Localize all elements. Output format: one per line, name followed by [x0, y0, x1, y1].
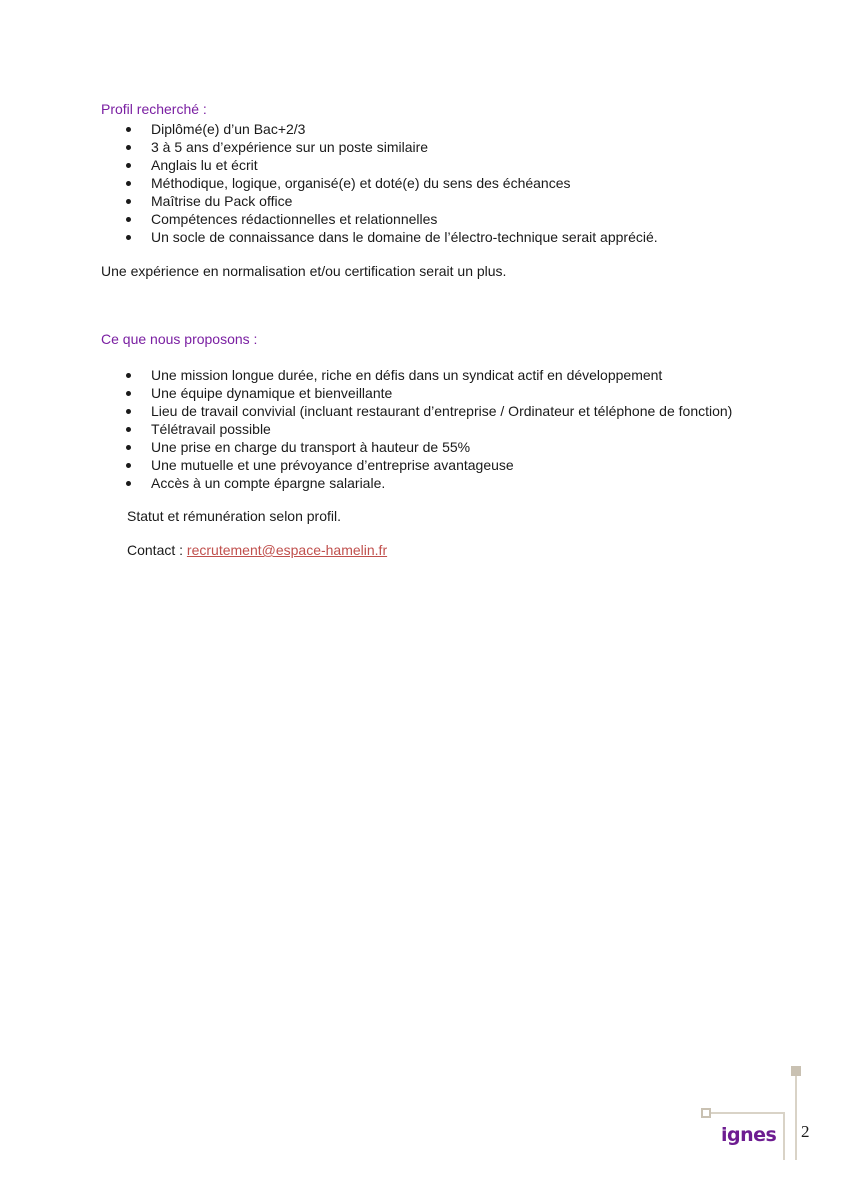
ignes-logo: ignes	[721, 1124, 777, 1146]
list-item: Lieu de travail convivial (incluant restaurant d’entreprise / Ordinateur et téléphone de fonction)	[122, 402, 732, 420]
offer-list	[122, 366, 732, 492]
decoration-square-top	[791, 1066, 801, 1076]
profile-heading: Profil recherché :	[101, 101, 207, 117]
list-item: Un socle de connaissance dans le domaine de l’électro-technique serait apprécié.	[122, 228, 658, 246]
contact-label: Contact :	[127, 542, 187, 558]
list-item: Maîtrise du Pack office	[122, 192, 658, 210]
page-number: 2	[801, 1122, 810, 1141]
contact-email-link[interactable]: recrutement@espace-hamelin.fr	[186, 542, 388, 558]
contact-line	[127, 542, 387, 558]
offer-heading: Ce que nous proposons :	[101, 331, 258, 347]
list-item: Accès à un compte épargne salariale.	[122, 474, 732, 492]
list-item: Compétences rédactionnelles et relationnelles	[122, 210, 658, 228]
list-item: Méthodique, logique, organisé(e) et doté(e) du sens des échéances	[122, 174, 658, 192]
list-item: Une mission longue durée, riche en défis dans un syndicat actif en développement	[122, 366, 732, 384]
list-item: Une prise en charge du transport à hauteur de 55%	[122, 438, 732, 456]
list-item: Une équipe dynamique et bienveillante	[122, 384, 732, 402]
decoration-inner-vertical-line	[783, 1112, 785, 1160]
list-item: 3 à 5 ans d’expérience sur un poste similaire	[122, 138, 658, 156]
status-text: Statut et rémunération selon profil.	[127, 508, 342, 524]
list-item: Télétravail possible	[122, 420, 732, 438]
decoration-square-left	[701, 1108, 711, 1118]
decoration-horizontal-line	[711, 1112, 783, 1114]
decoration-vertical-line	[795, 1076, 797, 1160]
list-item: Une mutuelle et une prévoyance d’entreprise avantageuse	[122, 456, 732, 474]
profile-list	[122, 120, 658, 246]
list-item: Diplômé(e) d’un Bac+2/3	[122, 120, 658, 138]
profile-note: Une expérience en normalisation et/ou certification serait un plus.	[101, 263, 507, 279]
list-item: Anglais lu et écrit	[122, 156, 658, 174]
